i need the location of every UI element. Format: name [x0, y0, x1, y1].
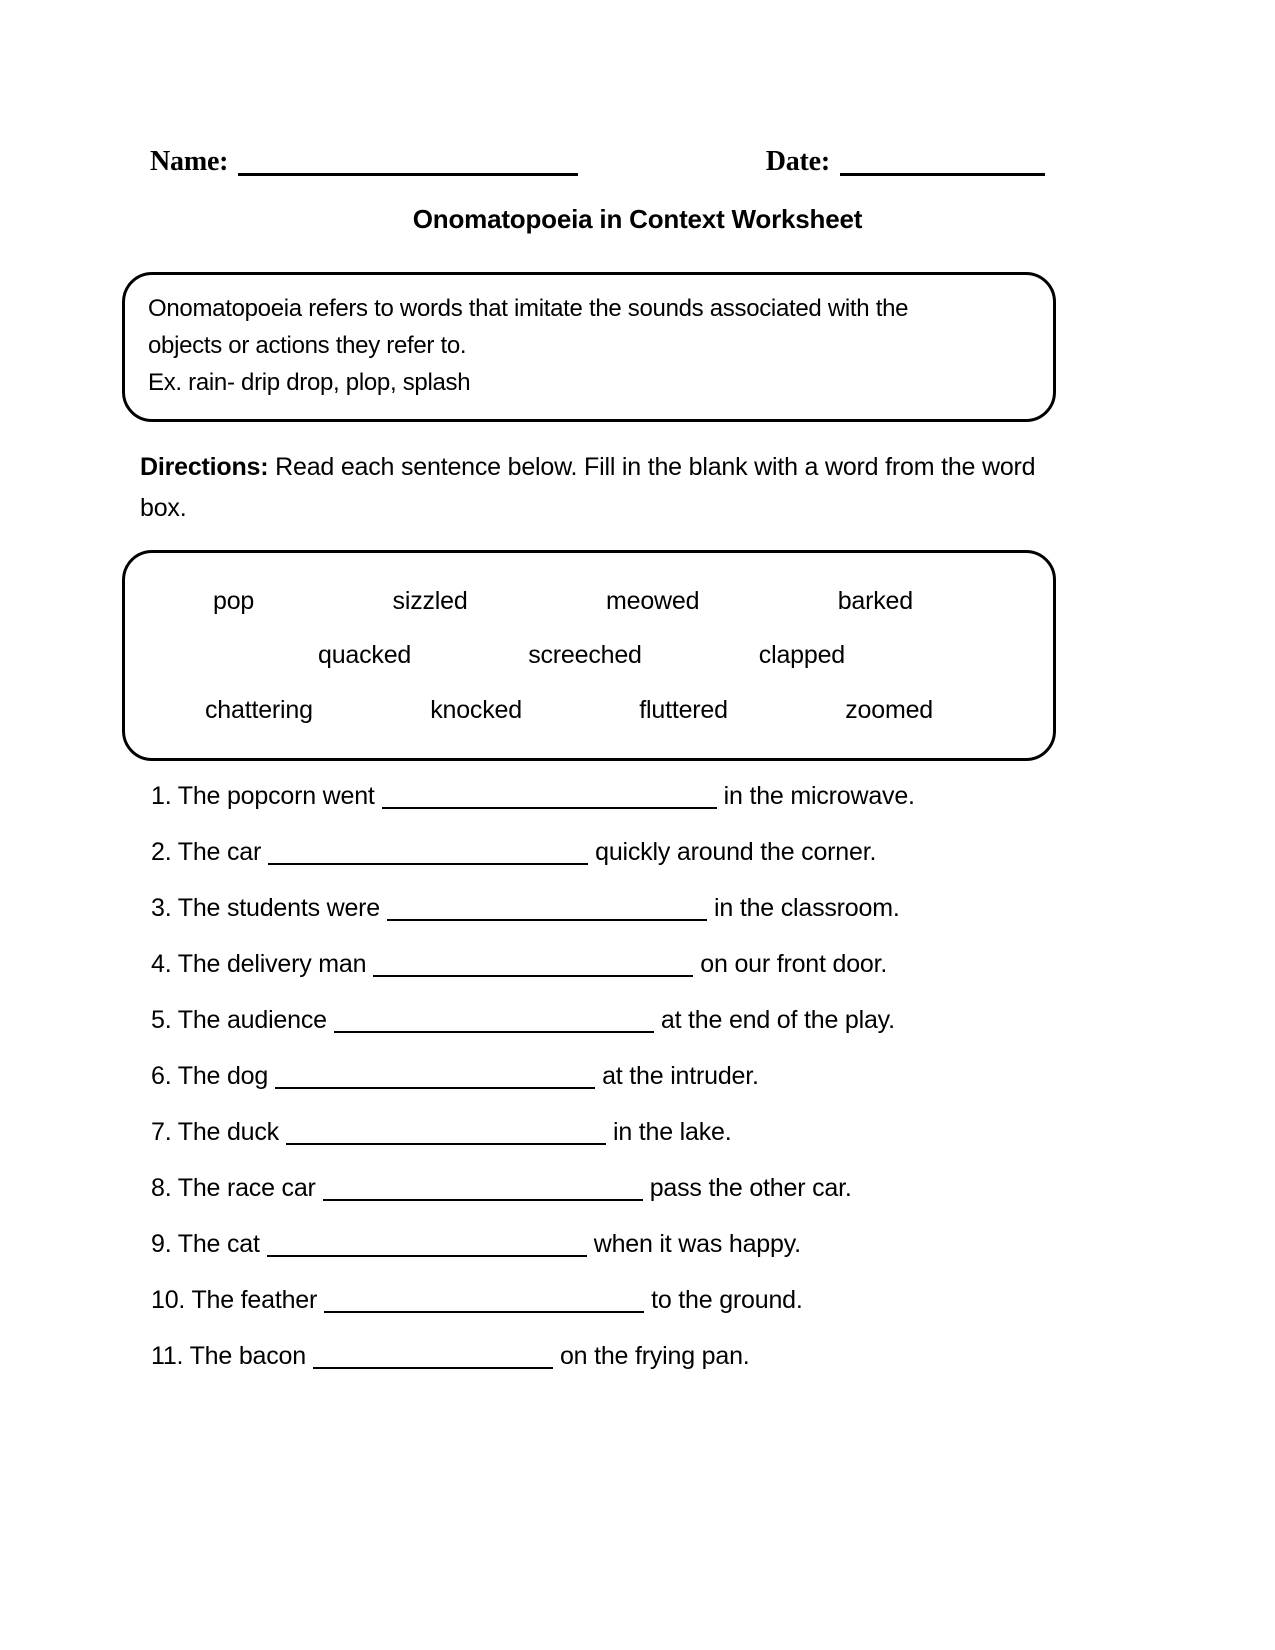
question-item [151, 780, 1171, 813]
answer-blank[interactable] [387, 899, 707, 921]
question-text-after: in the lake. [612, 1118, 732, 1146]
definition-box [122, 272, 1056, 422]
word-bank-item: knocked [430, 695, 522, 724]
word-box [122, 550, 1056, 761]
question-text-after: at the intruder. [602, 1062, 759, 1090]
name-blank[interactable] [238, 152, 578, 176]
answer-blank[interactable] [313, 1347, 553, 1369]
answer-blank[interactable] [268, 843, 588, 865]
question-text-after: at the end of the play. [660, 1006, 895, 1034]
date-blank[interactable] [840, 152, 1045, 176]
question-list [151, 780, 1171, 1396]
word-bank-item: sizzled [392, 586, 468, 615]
question-item [151, 892, 1171, 925]
question-text-after: to the ground. [651, 1286, 803, 1314]
question-text-before: 9. The cat [151, 1230, 260, 1258]
question-text-before: 11. The bacon [151, 1342, 306, 1370]
word-bank-row [125, 587, 1053, 616]
question-text-before: 6. The dog [151, 1062, 269, 1090]
question-text-before: 1. The popcorn went [151, 782, 375, 810]
question-text-before: 2. The car [151, 838, 262, 866]
answer-blank[interactable] [334, 1011, 654, 1033]
question-text-before: 7. The duck [151, 1118, 279, 1146]
question-text-before: 8. The race car [151, 1174, 316, 1202]
answer-blank[interactable] [323, 1179, 643, 1201]
name-label: Name: [150, 146, 229, 177]
directions-label: Directions: [140, 453, 269, 481]
word-bank-item: chattering [205, 695, 313, 724]
question-item [151, 1340, 1171, 1373]
question-item [151, 1172, 1171, 1205]
question-item [151, 1116, 1171, 1149]
page-title: Onomatopoeia in Context Worksheet [412, 204, 863, 234]
question-text-after: on the frying pan. [559, 1342, 750, 1370]
header-row [150, 146, 1045, 178]
answer-blank[interactable] [267, 1235, 587, 1257]
question-item [151, 948, 1171, 981]
word-bank-item: screeched [528, 641, 642, 669]
question-text-before: 4. The delivery man [151, 950, 367, 978]
word-bank-item: fluttered [639, 695, 728, 724]
question-item [151, 1004, 1171, 1037]
answer-blank[interactable] [275, 1067, 595, 1089]
date-label: Date: [765, 146, 830, 177]
word-bank-item: meowed [606, 586, 700, 615]
word-bank-item: quacked [318, 641, 412, 669]
definition-text: Onomatopoeia refers to words that imitate the sounds associated with the objects or actions they refer to. Ex. rain- drip drop, plop, splash [148, 295, 909, 396]
word-bank-item: barked [837, 586, 913, 615]
question-text-before: 3. The students were [151, 894, 381, 922]
question-text-after: on our front door. [700, 950, 888, 978]
answer-blank[interactable] [286, 1123, 606, 1145]
directions [140, 447, 1152, 529]
question-text-after: in the classroom. [714, 894, 900, 922]
word-bank-row [125, 641, 1053, 670]
answer-blank[interactable] [324, 1291, 644, 1313]
directions-text: Read each sentence below. Fill in the blank with a word from the word box. [140, 453, 1036, 522]
answer-blank[interactable] [382, 787, 717, 809]
question-text-after: when it was happy. [593, 1230, 801, 1258]
name-field-group [150, 146, 578, 178]
question-text-after: pass the other car. [649, 1174, 852, 1202]
word-bank-item: zoomed [845, 695, 933, 724]
question-item [151, 1060, 1171, 1093]
question-text-before: 10. The feather [151, 1286, 318, 1314]
word-bank-item: pop [213, 586, 255, 615]
question-text-after: quickly around the corner. [595, 838, 877, 866]
question-item [151, 1228, 1171, 1261]
question-text-before: 5. The audience [151, 1006, 327, 1034]
date-field-group [766, 146, 1045, 178]
question-text-after: in the microwave. [723, 782, 915, 810]
answer-blank[interactable] [373, 955, 693, 977]
question-item [151, 1284, 1171, 1317]
word-bank-row [125, 696, 1053, 725]
word-bank-item: clapped [758, 641, 845, 669]
question-item [151, 836, 1171, 869]
